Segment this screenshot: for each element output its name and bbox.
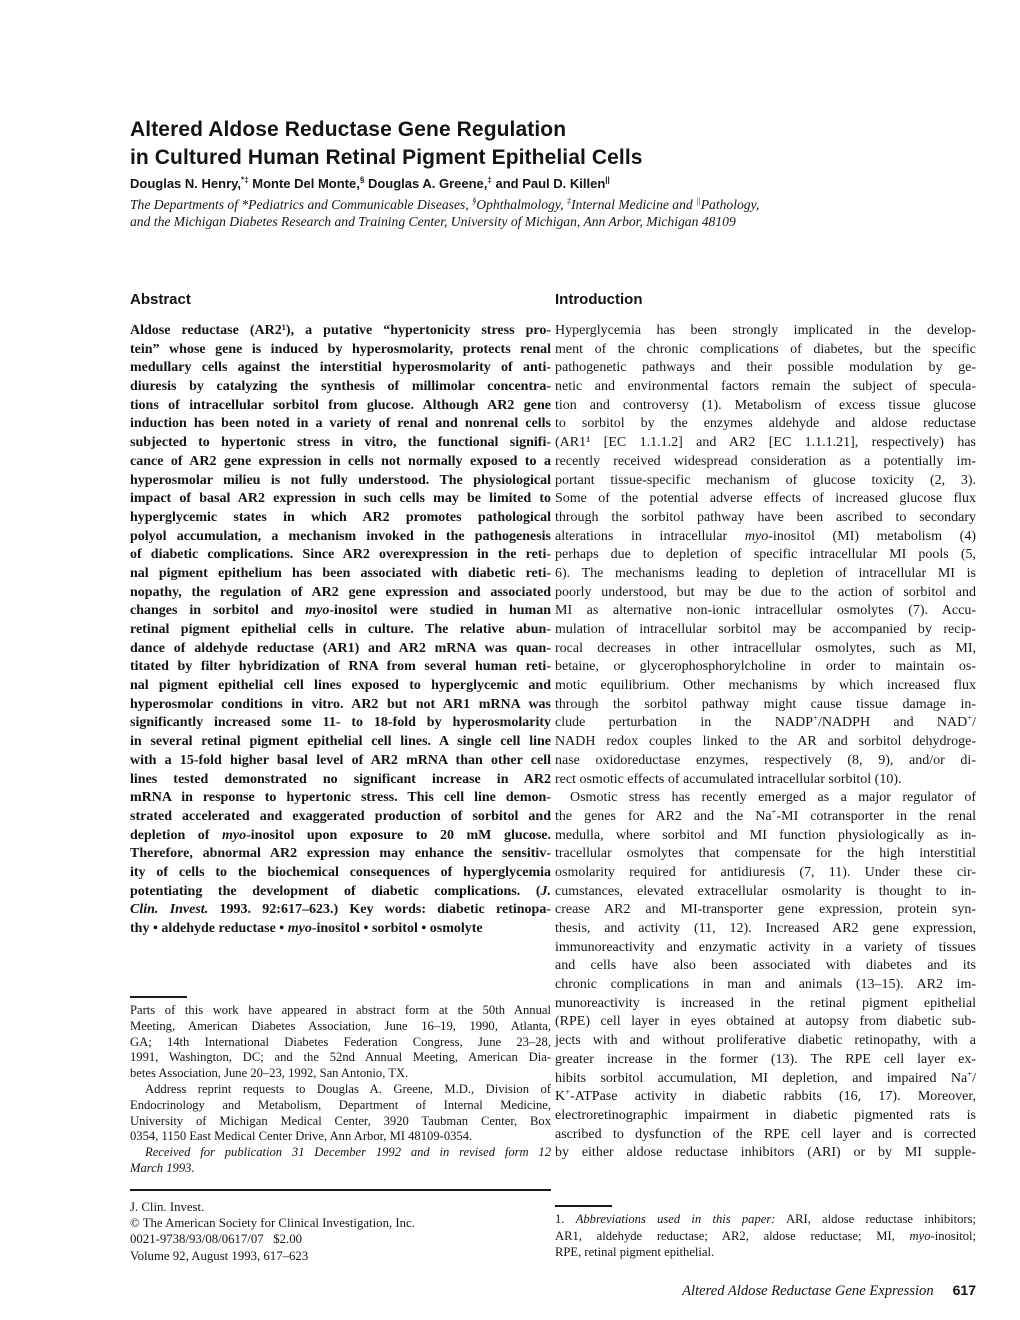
text-line: ascribed to dysfunction of the RPE cell layer and is corrected <box>555 1126 976 1142</box>
text-line: Volume 92, August 1993, 617–623 <box>130 1248 309 1263</box>
abbreviations-footnote <box>555 1211 976 1261</box>
text-line: recently received widespread consideration as a potentially im- <box>555 453 976 469</box>
text-line: changes in sorbitol and myo-inositol were studied in human <box>130 603 551 619</box>
text-line: ment of the chronic complications of diabetes, but the specific <box>555 341 976 357</box>
text-line: and cells have also been associated with diabetes and its <box>555 958 976 974</box>
text-line: clude perturbation in the NADP+/NADPH and NAD+/ <box>555 712 976 731</box>
text-line: J. Clin. Invest. <box>130 1200 205 1214</box>
text-line: dance of aldehyde reductase (AR1) and AR2 mRNA was quan- <box>130 640 551 656</box>
text-line: (AR1¹ [EC 1.1.1.2] and AR2 [EC 1.1.1.21], respectively) has <box>555 435 976 451</box>
text-line: mulation of intracellular sorbitol may be accompanied by recip- <box>555 622 976 637</box>
text-line: through the sorbitol pathway might cause tissue damage in- <box>555 696 976 712</box>
text-line: Endocrinology and Metabolism, Department of Internal Medicine, <box>130 1097 551 1112</box>
text-line: perhaps due to depletion of specific intracellular MI pools (5, <box>555 547 976 563</box>
text-line: hyperosmolar conditions in vitro. AR2 but not AR1 mRNA was <box>130 696 551 712</box>
text-line: jects with and without proliferative diabetic retinopathy, with a <box>555 1033 976 1049</box>
footnote-rule <box>130 996 187 998</box>
column-rule <box>130 1189 551 1191</box>
abstract-text <box>130 322 551 939</box>
text-line: 0021-9738/93/08/0617/07 $2.00 <box>130 1232 303 1247</box>
text-line: strated accelerated and exaggerated production of sorbitol and <box>130 808 551 824</box>
authors-line: Douglas N. Henry,*‡ Monte Del Monte,§ Douglas A. Greene,‡ and Paul D. Killen|| <box>130 175 610 191</box>
text-line: subjected to hypertonic stress in vitro, the functional signifi- <box>130 435 551 451</box>
text-line: tions of intracellular sorbitol from glucose. Although AR2 gene <box>130 397 551 413</box>
text-line: nopathy, the regulation of AR2 gene expression and associated <box>130 584 551 600</box>
text-line: electroretinographic impairment in diabetic pigmented rats is <box>555 1107 976 1123</box>
text-line: (RPE) cell layer in eyes obtained at autopsy from diabetic sub- <box>555 1014 976 1030</box>
text-line: lines tested demonstrated no significant increase in AR2 <box>130 771 551 787</box>
text-line: nase oxidoreductase enzymes, respectively (8, 9), and/or di- <box>555 752 976 768</box>
article-title-line2: in Cultured Human Retinal Pigment Epithelial Cells <box>130 146 643 169</box>
text-line: depletion of myo-inositol upon exposure to 20 mM glucose. <box>130 827 551 843</box>
page-number: 617 <box>952 1282 976 1298</box>
text-line: medulla, where sorbitol and MI function physiologically as in- <box>555 827 976 843</box>
running-title: Altered Aldose Reductase Gene Expression <box>682 1283 934 1299</box>
text-line: tion and controversy (1). Metabolism of excess tissue glucose <box>555 397 976 413</box>
text-line: Hyperglycemia has been strongly implicated in the develop- <box>555 323 976 338</box>
text-line: MI as alternative non-ionic intracellular osmolytes (7). Accu- <box>555 603 976 619</box>
footnotes-block <box>130 1003 551 1177</box>
journal-info <box>130 1199 551 1264</box>
text-line: cance of AR2 gene expression in cells not normally exposed to a <box>130 453 551 469</box>
text-line: impact of basal AR2 expression in such cells may be limited to <box>130 491 551 507</box>
text-line: hyperglycemic states in which AR2 promotes pathological <box>130 509 551 525</box>
page-footer <box>555 1282 976 1300</box>
text-line: diuresis by catalyzing the synthesis of millimolar concentra- <box>130 379 551 395</box>
text-line: hibits sorbitol accumulation, MI depletion, and impaired Na+/ <box>555 1067 976 1086</box>
introduction-heading: Introduction <box>555 291 643 308</box>
text-line: Meeting, American Diabetes Association, June 16–19, 1990, Atlanta, <box>130 1018 551 1033</box>
text-line: tein” whose gene is induced by hyperosmolarity, protects renal <box>130 341 551 357</box>
text-line: poorly understood, but may be due to the action of sorbitol and <box>555 584 976 600</box>
text-line: crease AR2 and MI-transporter gene expression, protein syn- <box>555 902 976 918</box>
text-line: NADH redox couples linked to the AR and sorbitol dehydroge- <box>555 734 976 750</box>
text-line: cumstances, elevated extracellular osmolarity is thought to in- <box>555 883 976 899</box>
text-line: AR1, aldehyde reductase; AR2, aldose reductase; MI, myo-inositol; <box>555 1228 976 1243</box>
text-line: through the sorbitol pathway have been ascribed to secondary <box>555 509 976 525</box>
text-line: immunoreactivity and enzymatic activity in a variety of tissues <box>555 939 976 955</box>
text-line: ity of cells to the biochemical consequences of hyperglycemia <box>130 864 551 880</box>
text-line: 6). The mechanisms leading to depletion of intracellular MI is <box>555 565 976 581</box>
text-line: Received for publication 31 December 1992 and in revised form 12 <box>145 1145 551 1160</box>
affiliation-line2: and the Michigan Diabetes Research and Training Center, University of Michigan, Ann Arbor, Michigan 48109 <box>130 214 736 229</box>
text-line: RPE, retinal pigment epithelial. <box>555 1245 715 1259</box>
abbreviations-rule <box>555 1205 612 1207</box>
text-line: © The American Society for Clinical Investigation, Inc. <box>130 1216 415 1231</box>
presentation-footnote <box>130 1003 551 1082</box>
affiliation-line1: The Departments of *Pediatrics and Communicable Diseases, §Ophthalmology, ‡Internal Medicine and ||Pathology, <box>130 195 760 212</box>
abstract-heading: Abstract <box>130 291 191 308</box>
text-line: with a 15-fold higher basal level of AR2 mRNA than other cell <box>130 752 551 768</box>
text-line: medullary cells against the interstitial hyperosmolarity of anti- <box>130 360 551 376</box>
text-line: significantly increased some 11- to 18-fold by hyperosmolarity <box>130 715 551 731</box>
text-line: GA; 14th International Diabetes Federation Congress, June 23–28, <box>130 1034 551 1049</box>
introduction-text <box>555 322 976 1163</box>
text-line: betes Association, June 20–23, 1992, San Antonio, TX. <box>130 1066 409 1081</box>
text-line: betaine, or glycerophosphorylcholine in order to maintain os- <box>555 659 976 675</box>
text-line: Address reprint requests to Douglas A. Greene, M.D., Division of <box>145 1081 551 1096</box>
article-title <box>130 116 975 172</box>
intro-paragraph-2 <box>555 789 976 1163</box>
text-line: pathogenetic pathways and their possible modulation by ge- <box>555 360 976 376</box>
text-line: to sorbitol by the enzymes aldehyde and aldose reductase <box>555 416 976 432</box>
text-line: Therefore, abnormal AR2 expression may enhance the sensitiv- <box>130 846 551 862</box>
text-line: netic and environmental factors remain the subject of specula- <box>555 379 976 395</box>
text-line: 0354, 1150 East Medical Center Drive, Ann Arbor, MI 48109-0354. <box>130 1129 473 1144</box>
text-line: the genes for AR2 and the Na+-MI cotransporter in the renal <box>555 806 976 824</box>
text-line: munoreactivity is increased in the retinal pigment epithelial <box>555 995 976 1011</box>
text-line: retinal pigment epithelial cells in culture. The relative abun- <box>130 622 551 637</box>
text-line: potentiating the development of diabetic complications. (J. <box>130 883 551 899</box>
text-line: K+-ATPase activity in diabetic rabbits (16, 17). Moreover, <box>555 1086 976 1105</box>
text-line: thesis, and activity (11, 12). Increased AR2 gene expression, <box>555 921 976 936</box>
intro-paragraph-1 <box>555 322 976 789</box>
text-line: University of Michigan Medical Center, 3920 Taubman Center, Box <box>130 1113 551 1128</box>
text-line: greater increase in the former (13). The RPE cell layer ex- <box>555 1051 976 1067</box>
text-line: 1. Abbreviations used in this paper: ARI, aldose reductase inhibitors; <box>555 1212 977 1226</box>
text-line: March 1993. <box>130 1160 195 1175</box>
text-line: chronic complications in man and animals (13–15). AR2 im- <box>555 977 976 993</box>
affiliations <box>130 196 975 230</box>
text-line: Osmotic stress has recently emerged as a major regulator of <box>570 790 976 806</box>
text-line: titated by filter hybridization of RNA from several human reti- <box>130 659 551 675</box>
text-line: of diabetic complications. Since AR2 overexpression in the reti- <box>130 547 551 563</box>
text-line: Aldose reductase (AR2¹), a putative “hypertonicity stress pro- <box>130 323 551 338</box>
text-line: motic equilibrium. Other mechanisms by which increased flux <box>555 678 976 694</box>
text-line: induction has been noted in a variety of renal and nonrenal cells <box>130 416 551 432</box>
text-line: thy • aldehyde reductase • myo-inositol • sorbitol • osmolyte <box>130 921 483 936</box>
text-line: 1991, Washington, DC; and the 52nd Annual Meeting, American Dia- <box>130 1050 551 1065</box>
text-line: portant tissue-specific mechanism of glucose toxicity (2, 3). <box>555 472 976 488</box>
text-line: rocal decreases in other intracellular osmolytes, such as MI, <box>555 640 976 656</box>
article-title-line1: Altered Aldose Reductase Gene Regulation <box>130 118 567 141</box>
text-line: nal pigment epithelium has been associated with diabetic reti- <box>130 565 551 581</box>
text-line: rect osmotic effects of accumulated intracellular sorbitol (10). <box>555 771 902 787</box>
text-line: polyol accumulation, a mechanism invoked in the pathogenesis <box>130 528 551 544</box>
text-line: osmolarity required for antidiuresis (7, 11). Under these cir- <box>555 864 976 880</box>
text-line: mRNA in response to hypertonic stress. This cell line demon- <box>130 790 551 806</box>
text-line: hyperosmolar milieu is not fully understood. The physiological <box>130 472 551 488</box>
text-line: Parts of this work have appeared in abstract form at the 50th Annual <box>130 1003 551 1017</box>
text-line: alterations in intracellular myo-inositol (MI) metabolism (4) <box>555 528 976 544</box>
text-line: in several retinal pigment epithelial cell lines. A single cell line <box>130 734 551 750</box>
text-line: Clin. Invest. 1993. 92:617–623.) Key words: diabetic retinopa- <box>130 902 551 918</box>
text-line: by either aldose reductase inhibitors (ARI) or by MI supple- <box>555 1145 976 1161</box>
text-line: nal pigment epithelial cell lines exposed to hyperglycemic and <box>130 678 551 694</box>
received-footnote <box>130 1145 551 1177</box>
text-line: tracellular osmolytes that compensate for the high interstitial <box>555 846 976 862</box>
address-footnote <box>130 1082 551 1145</box>
text-line: Some of the potential adverse effects of increased glucose flux <box>555 491 976 507</box>
